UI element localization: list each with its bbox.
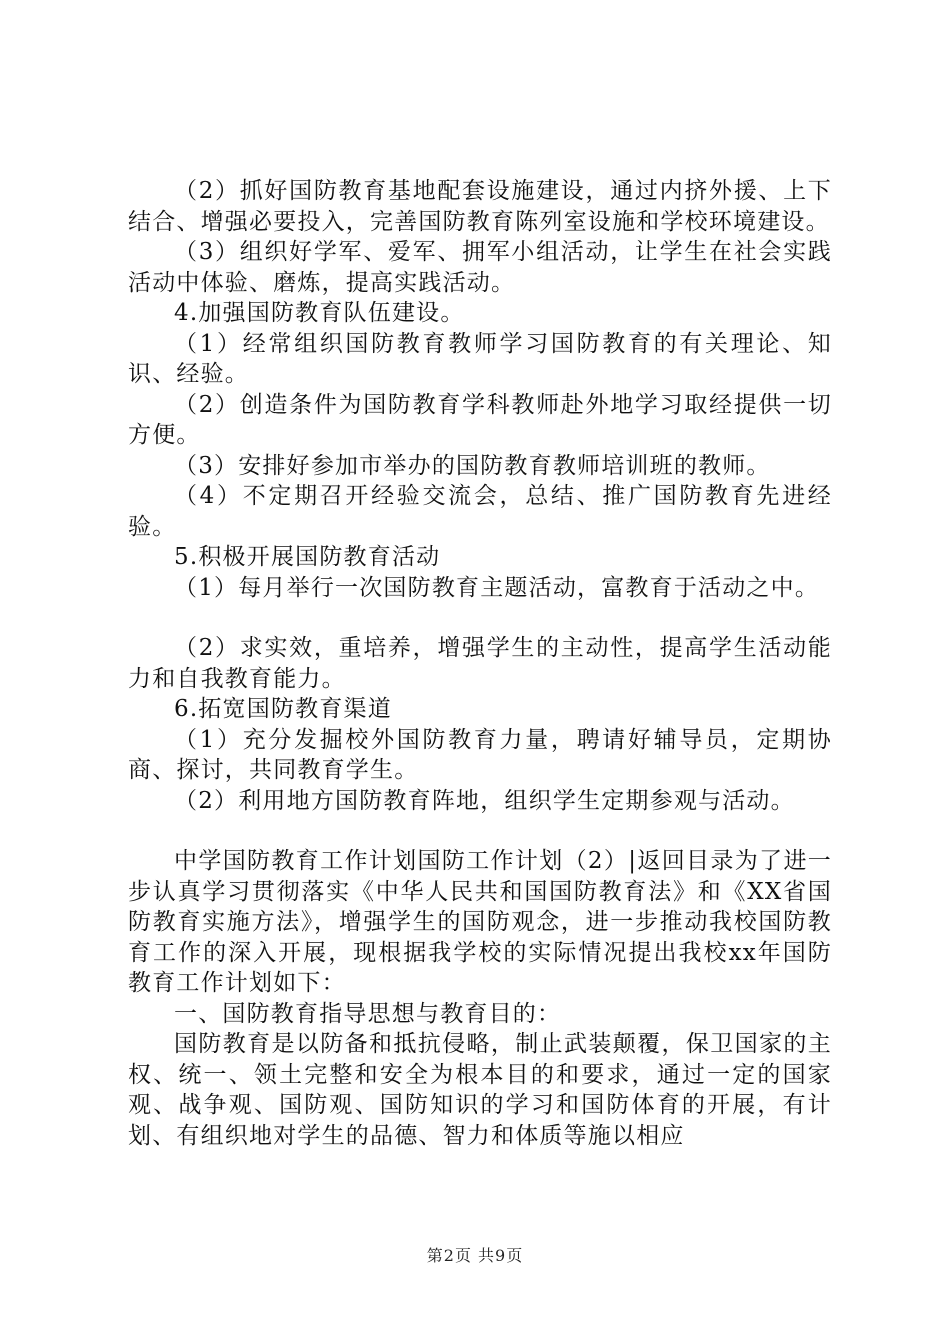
paragraph: （4）不定期召开经验交流会，总结、推广国防教育先进经验。 [128, 483, 832, 540]
section-heading: 4.加强国防教育队伍建设。 [174, 300, 465, 326]
document-body [128, 176, 832, 1151]
paragraph: （3）安排好参加市举办的国防教育教师培训班的教师。 [174, 452, 771, 479]
paragraph: （2）创造条件为国防教育学科教师赴外地学习取经提供一切方便。 [128, 391, 832, 448]
paragraph: （2）利用地方国防教育阵地，组织学生定期参观与活动。 [174, 787, 795, 814]
paragraph: 国防教育是以防备和抵抗侵略，制止武装颠覆，保卫国家的主权、统一、领土完整和安全为根本目的和要求，通过一定的国家观、战争观、国防观、国防知识的学习和国防体育的开展，有计划、有组织地对学生的品德、智力和体质等施以相应 [128, 1031, 832, 1149]
section-heading: 6.拓宽国防教育渠道 [174, 696, 392, 722]
paragraph: （2）抓好国防教育基地配套设施建设，通过内挤外援、上下结合、增强必要投入，完善国防教育陈列室设施和学校环境建设。 [128, 178, 832, 235]
paragraph: 中学国防教育工作计划国防工作计划（2）|返回目录为了进一步认真学习贯彻落实《中华人民共和国国防教育法》和《XX省国防教育实施方法》，增强学生的国防观念，进一步推动我校国防教育工作的深入开展，现根据我学校的实际情况提出我校xx年国防教育工作计划如下： [128, 848, 832, 996]
paragraph: （1）经常组织国防教育教师学习国防教育的有关理论、知识、经验。 [128, 330, 832, 387]
paragraph: （3）组织好学军、爱军、拥军小组活动，让学生在社会实践活动中体验、磨炼，提高实践活动。 [128, 239, 832, 296]
section-heading: 5.积极开展国防教育活动 [174, 544, 441, 570]
paragraph: （1）每月举行一次国防教育主题活动，富教育于活动之中。 [174, 574, 820, 601]
page-number-footer: 第2页 共9页 [426, 1246, 524, 1265]
section-heading: 一、国防教育指导思想与教育目的： [174, 1000, 562, 1027]
paragraph: （2）求实效，重培养，增强学生的主动性，提高学生活动能力和自我教育能力。 [128, 635, 832, 692]
paragraph: （1）充分发掘校外国防教育力量，聘请好辅导员，定期协商、探讨，共同教育学生。 [128, 726, 832, 783]
